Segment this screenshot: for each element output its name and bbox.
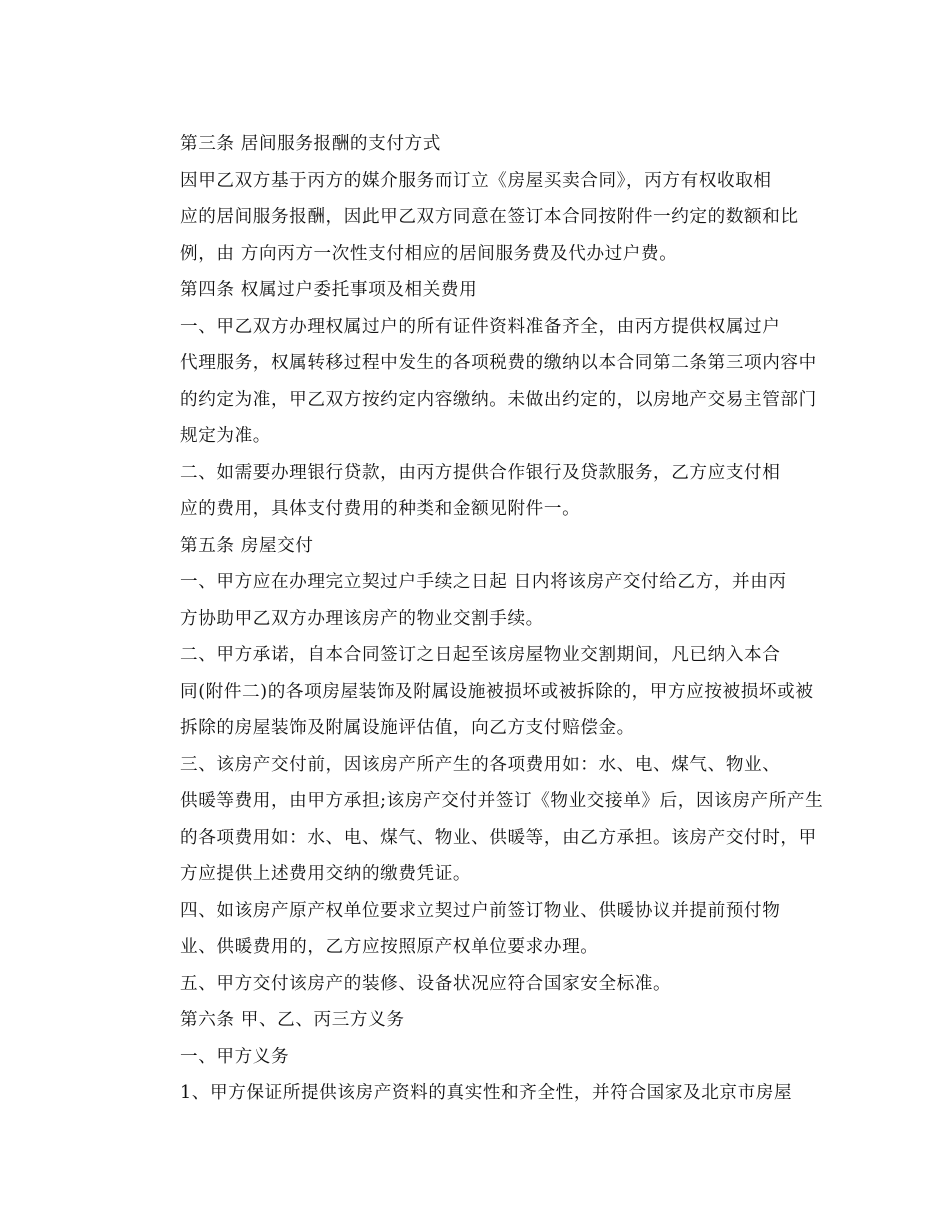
text-line: 四、如该房产原产权单位要求立契过户前签订物业、供暖协议并提前预付物: [180, 900, 781, 921]
text-line: 方应提供上述费用交纳的缴费凭证。: [180, 864, 472, 884]
text-line: 第五条 房屋交付: [180, 535, 314, 556]
text-line: 三、该房产交付前，因该房产所产生的各项费用如：水、电、煤气、物业、: [180, 754, 781, 775]
text-line: 二、甲方承诺，自本合同签订之日起至该房屋物业交割期间，凡已纳入本合: [180, 645, 781, 665]
text-line: 1、甲方保证所提供该房产资料的真实性和齐全性，并符合国家及北京市房屋: [180, 1083, 793, 1103]
text-line: 一、甲方应在办理完立契过户手续之日起 日内将该房产交付给乙方，并由丙: [180, 572, 787, 592]
article-5-heading: [145, 528, 805, 565]
article-5-paragraph-2: [145, 637, 814, 747]
text-line: 的约定为准，甲乙双方按约定内容缴纳。未做出约定的，以房地产交易主管部门: [180, 389, 817, 410]
text-line: 代理服务，权属转移过程中发生的各项税费的缴纳以本合同第二条第三项内容中: [180, 353, 817, 373]
article-5-paragraph-3: [145, 747, 824, 893]
text-line: 拆除的房屋装饰及附属设施评估值，向乙方支付赔偿金。: [180, 718, 635, 738]
text-line: 供暖等费用，由甲方承担;该房产交付并签订《物业交接单》后，因该房产所产生: [180, 791, 824, 811]
text-line: 应的居间服务报酬，因此甲乙双方同意在签订本合同按附件一约定的数额和比: [180, 207, 799, 227]
text-line: 的各项费用如：水、电、煤气、物业、供暖等，由乙方承担。该房产交付时，甲: [180, 827, 817, 848]
document-body: [145, 126, 824, 1112]
text-line: 规定为准。: [180, 426, 271, 446]
text-line: 一、甲方义务: [180, 1046, 290, 1067]
article-4-paragraph-1: [145, 309, 817, 455]
article-5-paragraph-5: [145, 966, 805, 1003]
article-4-paragraph-2: [145, 455, 805, 528]
article-3-heading: [145, 126, 805, 163]
text-line: 第三条 居间服务报酬的支付方式: [180, 134, 441, 154]
text-line: 二、如需要办理银行贷款，由丙方提供合作银行及贷款服务，乙方应支付相: [180, 462, 781, 483]
text-line: 第四条 权属过户委托事项及相关费用: [180, 280, 478, 300]
article-5-paragraph-4: [145, 893, 805, 966]
text-line: 五、甲方交付该房产的装修、设备状况应符合国家安全标准。: [180, 973, 672, 994]
article-4-heading: [145, 272, 805, 309]
text-line: 一、甲乙双方办理权属过户的所有证件资料准备齐全，由丙方提供权属过户: [180, 316, 781, 337]
text-line: 因甲乙双方基于丙方的媒介服务而订立《房屋买卖合同》，丙方有权收取相: [180, 170, 772, 191]
article-6-section-1-item-1: [145, 1075, 805, 1112]
text-line: 同(附件二)的各项房屋装饰及附属设施被损坏或被拆除的，甲方应按被损坏或被: [180, 681, 814, 702]
text-line: 方协助甲乙双方办理该房产的物业交割手续。: [180, 608, 544, 629]
article-3-paragraph-1: [145, 163, 805, 273]
article-6-section-1-heading: [145, 1039, 805, 1076]
text-line: 业、供暖费用的，乙方应按照原产权单位要求办理。: [180, 937, 599, 957]
text-line: 第六条 甲、乙、丙三方义务: [180, 1010, 405, 1030]
article-6-heading: [145, 1002, 805, 1039]
text-line: 应的费用，具体支付费用的种类和金额见附件一。: [180, 499, 581, 519]
article-5-paragraph-1: [145, 564, 805, 637]
text-line: 例，由 方向丙方一次性支付相应的居间服务费及代办过户费。: [180, 243, 678, 264]
